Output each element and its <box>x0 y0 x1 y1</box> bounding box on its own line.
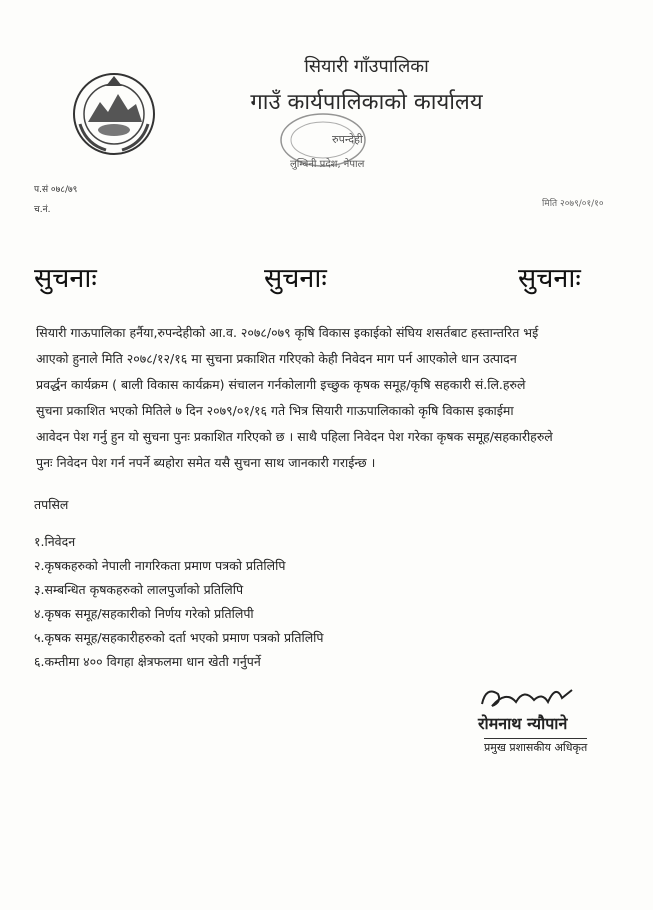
list-item: ४.कृषक समूह/सहकारीको निर्णय गरेको प्रतिलिपी <box>34 606 254 621</box>
details-heading: तपसिल <box>34 497 69 512</box>
list-item: ५.कृषक समूह/सहकारीहरुको दर्ता भएको प्रमाण पत्रको प्रतिलिपि <box>34 630 324 645</box>
stamp-address: रुपन्देही <box>332 133 363 146</box>
notice-heading-center: सुचनाः <box>264 263 327 294</box>
notice-date: मिति २०७९/०१/१० <box>542 199 604 209</box>
body-line: प्रवर्द्धन कार्यक्रम ( बाली विकास कार्यक्रम) संचालन गर्नकोलागी इच्छुक कृषक समूह/कृषि सहकारी सं.लि.हरुले <box>36 377 526 392</box>
chalani-number: च.नं. <box>34 205 51 215</box>
signatory-title: प्रमुख प्रशासकीय अधिकृत <box>484 738 587 755</box>
notice-body <box>36 320 636 476</box>
body-line: सियारी गाऊपालिका हर्नैया,रुपन्देहीको आ.व. २०७८/०७९ कृषि विकास इकाईको संघिय शसर्तबाट हस्तान्तरित भई <box>36 325 539 340</box>
body-line: पुनः निवेदन पेश गर्न नपर्ने ब्यहोरा समेत यसै सुचना साथ जानकारी गराईन्छ । <box>36 455 376 470</box>
signatory-name: रोमनाथ न्यौपाने <box>478 714 568 733</box>
office-address: लुम्बिनी प्रदेश, नेपाल <box>290 159 365 170</box>
municipality-name: सियारी गाँउपालिका <box>304 56 429 77</box>
notice-heading-left: सुचनाः <box>34 263 97 294</box>
notice-heading-right: सुचनाः <box>518 263 581 294</box>
requirements-list <box>34 530 324 674</box>
list-item: ३.सम्बन्धित कृषकहरुको लालपुर्जाको प्रतिलिपि <box>34 582 244 597</box>
list-item: १.निवेदन <box>34 534 76 549</box>
list-item: २.कृषकहरुको नेपाली नागरिकता प्रमाण पत्रको प्रतिलिपि <box>34 558 286 573</box>
body-line: आएको हुनाले मिति २०७८/१२/१६ मा सुचना प्रकाशित गरिएको केही निवेदन माग पर्न आएकोले धान उत्पादन <box>36 351 517 366</box>
body-line: सुचना प्रकाशित भएको मितिले ७ दिन २०७९/०१/१६ गते भित्र सियारी गाऊपालिकाको कृषि विकास इकाईमा <box>36 403 514 418</box>
body-line: आवेदन पेश गर्नु हुन यो सुचना पुनः प्रकाशित गरिएको छ । साथै पहिला निवेदन पेश गरेका कृषक समूह/सहकारीहरुले <box>36 429 553 444</box>
office-name: गाउँ कार्यपालिकाको कार्यालय <box>250 90 483 115</box>
reference-number: प.सं ०७८/७९ <box>34 185 78 195</box>
list-item: ६.कम्तीमा ४०० विगहा क्षेत्रफलमा धान खेती गर्नुपर्ने <box>34 654 261 669</box>
